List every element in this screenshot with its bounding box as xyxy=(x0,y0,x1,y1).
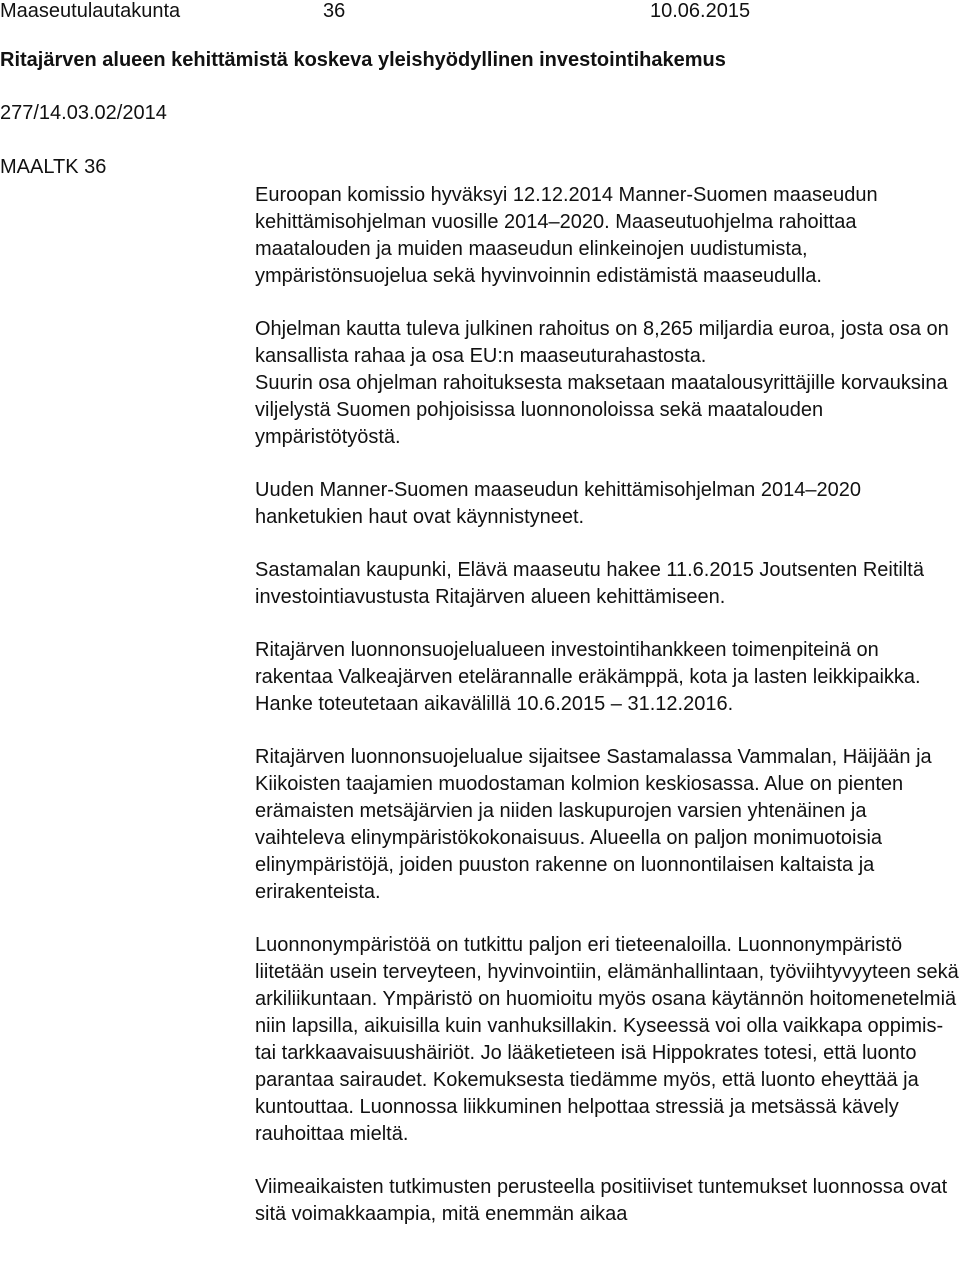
document-body xyxy=(255,182,960,1228)
header-date: 10.06.2015 xyxy=(650,0,751,22)
paragraph-project-measures: Ritajärven luonnonsuojelualueen investointihankkeen toimenpiteinä on rakentaa Valkeajärven etelärannalle eräkämppä, kota ja lasten leikkipaikka. Hanke toteutetaan aikavälillä 10.6.2015 – 31.12.2016. xyxy=(255,639,921,715)
page-header xyxy=(0,0,960,27)
paragraph-area-description: Ritajärven luonnonsuojelualue sijaitsee Sastamalassa Vammalan, Häijään ja Kiikoisten taajamien muodostaman kolmion keskiosassa. Alue on pienten erämaisten metsäjärvien ja niiden laskupurojen varsien yhtenäinen ja vaihteleva elinympäristökokonaisuus. Alueella on paljon monimuotoisia elinympäristöjä, joiden puuston rakenne on luonnontilaisen kaltaista ja erirakenteista. xyxy=(255,746,932,903)
paragraph-nature-research: Luonnonympäristöä on tutkittu paljon eri tieteenaloilla. Luonnonympäristö liitetään usein terveyteen, hyvinvointiin, elämänhallintaan, työviihtyvyyteen sekä arkiliikuntaan. Ympäristö on huomioitu myös osana käytännön hoitomenetelmiä niin lapsilla, aikuisilla kuin vanhuksillakin. Kyseessä voi olla vaikkapa oppimis- tai tarkkaavaisuushäiriöt. Jo lääketieteen isä Hippokrates totesi, että luonto parantaa sairaudet. Kokemuksesta tiedämme myös, että luonto eheyttää ja kuntouttaa. Luonnossa liikkuminen helpottaa stressiä ja metsässä kävely rauhoittaa mieltä. xyxy=(255,934,959,1145)
paragraph-application: Sastamalan kaupunki, Elävä maaseutu hakee 11.6.2015 Joutsenten Reitiltä investointiavustusta Ritajärven alueen kehittämiseen. xyxy=(255,559,924,608)
paragraph-recent-studies: Viimeaikaisten tutkimusten perusteella positiiviset tuntemukset luonnossa ovat sitä voimakkaampia, mitä enemmän aikaa xyxy=(255,1176,948,1225)
header-meeting-number: 36 xyxy=(323,0,346,22)
section-reference: MAALTK 36 xyxy=(0,156,107,178)
case-id: 277/14.03.02/2014 xyxy=(0,102,167,124)
header-organization: Maaseutulautakunta xyxy=(0,0,181,22)
paragraph-commission-approval: Euroopan komissio hyväksyi 12.12.2014 Manner-Suomen maaseudun kehittämisohjelman vuosille 2014–2020. Maaseutuohjelma rahoittaa maatalouden ja muiden maaseudun elinkeinojen uudistumista, ympäristönsuojelua sekä hyvinvoinnin edistämistä maaseudulla. xyxy=(255,184,878,287)
paragraph-majority-funding: Suurin osa ohjelman rahoituksesta maksetaan maatalousyrittäjille korvauksina viljelystä Suomen pohjoisissa luonnonoloissa sekä maatalouden ympäristötyöstä. xyxy=(255,372,948,448)
paragraph-project-calls: Uuden Manner-Suomen maaseudun kehittämisohjelman 2014–2020 hanketukien haut ovat käynnistyneet. xyxy=(255,479,861,528)
document-title: Ritajärven alueen kehittämistä koskeva yleishyödyllinen investointihakemus xyxy=(0,49,726,71)
paragraph-public-funding: Ohjelman kautta tuleva julkinen rahoitus on 8,265 miljardia euroa, josta osa on kansallista rahaa ja osa EU:n maaseuturahastosta. xyxy=(255,318,949,367)
